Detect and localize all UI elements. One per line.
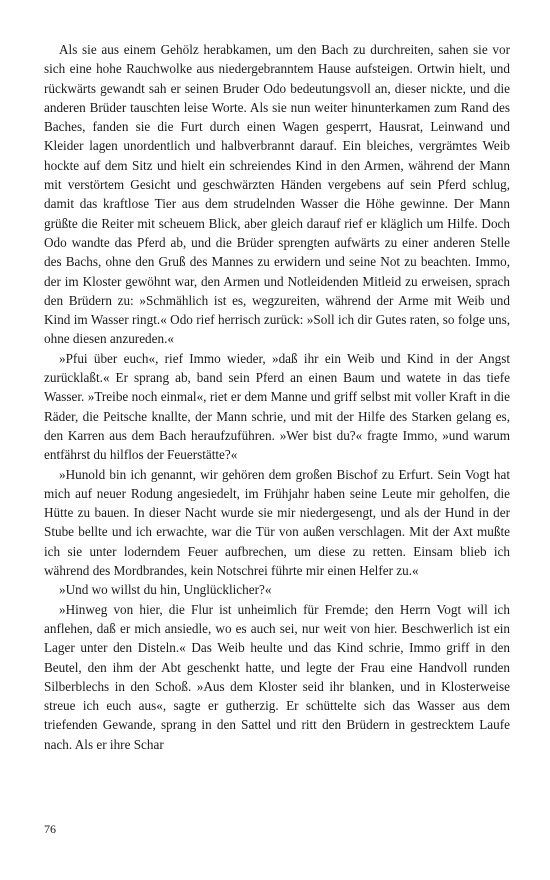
paragraph: »Hunold bin ich genannt, wir gehören dem großen Bischof zu Erfurt. Sein Vogt hat mich auf neuer Rodung angesiedelt, im Frühjahr haben seine Leute mir geholfen, die Hütte zu bauen. In dieser Nacht wurde sie mir niedergesengt, und als der Hund in der Stube bellte und ich erwachte, war die Tür von außen verschlagen. Mit der Axt mußte ich sie unter loderndem Feuer aufbrechen, um diese zu retten. Einsam blieb ich während des Mordbrandes, kein Notschrei führte mir einen Helfer zu.« xyxy=(44,466,510,579)
paragraph: Als sie aus einem Gehölz herabkamen, um den Bach zu durchreiten, sahen sie vor sich eine hohe Rauchwolke aus niedergebranntem Hause aufsteigen. Ortwin hielt, und rückwärts gewandt sah er seinen Bruder Odo bedeutungsvoll an, dieser nickte, und die anderen Brüder tauschten leise Worte. Als sie nun weiter hinunterkamen zum Rand des Baches, fanden sie die Furt durch einen Wagen gesperrt, Hausrat, Leinwand und Kleider lagen unordentlich und halbverbrannt darauf. Ein bleiches, vergrämtes Weib hockte auf dem Sitz und hielt ein schreiendes Kind in den Armen, während der Mann mit verstörtem Gesicht und geschwärzten Händen vergebens auf sein Pferd schlug, damit das kraftlose Tier aus dem strudelnden Wasser die Höhe gewinne. Der Mann grüßte die Reiter mit scheuem Blick, aber gleich darauf rief er kläglich um Hilfe. Doch Odo wandte das Pferd ab, und die Brüder sprengten aufwärts zu einer anderen Stelle des Bachs, ohne den Gruß des Mannes zu erwidern und seine Not zu beachten. Immo, der im Kloster gewöhnt war, den Armen und Notleidenden Mitleid zu erweisen, sprach den Brüdern zu: »Schmählich ist es, wegzureiten, während der Arme mit Weib und Kind im Wasser ringt.« Odo rief herrisch zurück: »Soll ich dir Gutes raten, so folge uns, ohne diesen anzureden.« xyxy=(44,42,510,347)
paragraph: »Pfui über euch«, rief Immo wieder, »daß ihr ein Weib und Kind in der Angst zurücklaßt.« Er sprang ab, band sein Pferd an einen Baum und watete in das tiefe Wasser. »Treibe noch einmal«, riet er dem Manne und griff selbst mit voller Kraft in die Räder, die Peitsche knallte, der Mann schrie, und mit der Hilfe des Starken gelang es, den Karren aus dem Bach heraufzuführen. »Wer bist du?« fragte Immo, »und warum entfährst du hilflos der Feuerstätte?« xyxy=(44,350,510,463)
page-number: 76 xyxy=(44,822,56,836)
paragraph: »Hinweg von hier, die Flur ist unheimlich für Fremde; den Herrn Vogt will ich anflehen, daß er mich ansiedle, wo es auch sei, nur weit von hier. Beschwerlich ist ein Lager unter den Disteln.« Das Weib heulte und das Kind schrie, Immo griff in den Beutel, den ihm der Abt geschenkt hatte, und legte der Frau eine Handvoll runden Silberblechs in den Schoß. »Aus dem Kloster seid ihr blanken, und in Klosterweise streue ich euch aus«, sagte er gutherzig. Er schüttelte sich das Wasser aus dem triefenden Gewande, sprang in den Sattel und ritt den Brüdern in gestrecktem Laufe nach. Als er ihre Schar xyxy=(44,601,510,752)
paragraph: »Und wo willst du hin, Unglücklicher?« xyxy=(59,582,272,598)
body-text xyxy=(44,40,510,754)
